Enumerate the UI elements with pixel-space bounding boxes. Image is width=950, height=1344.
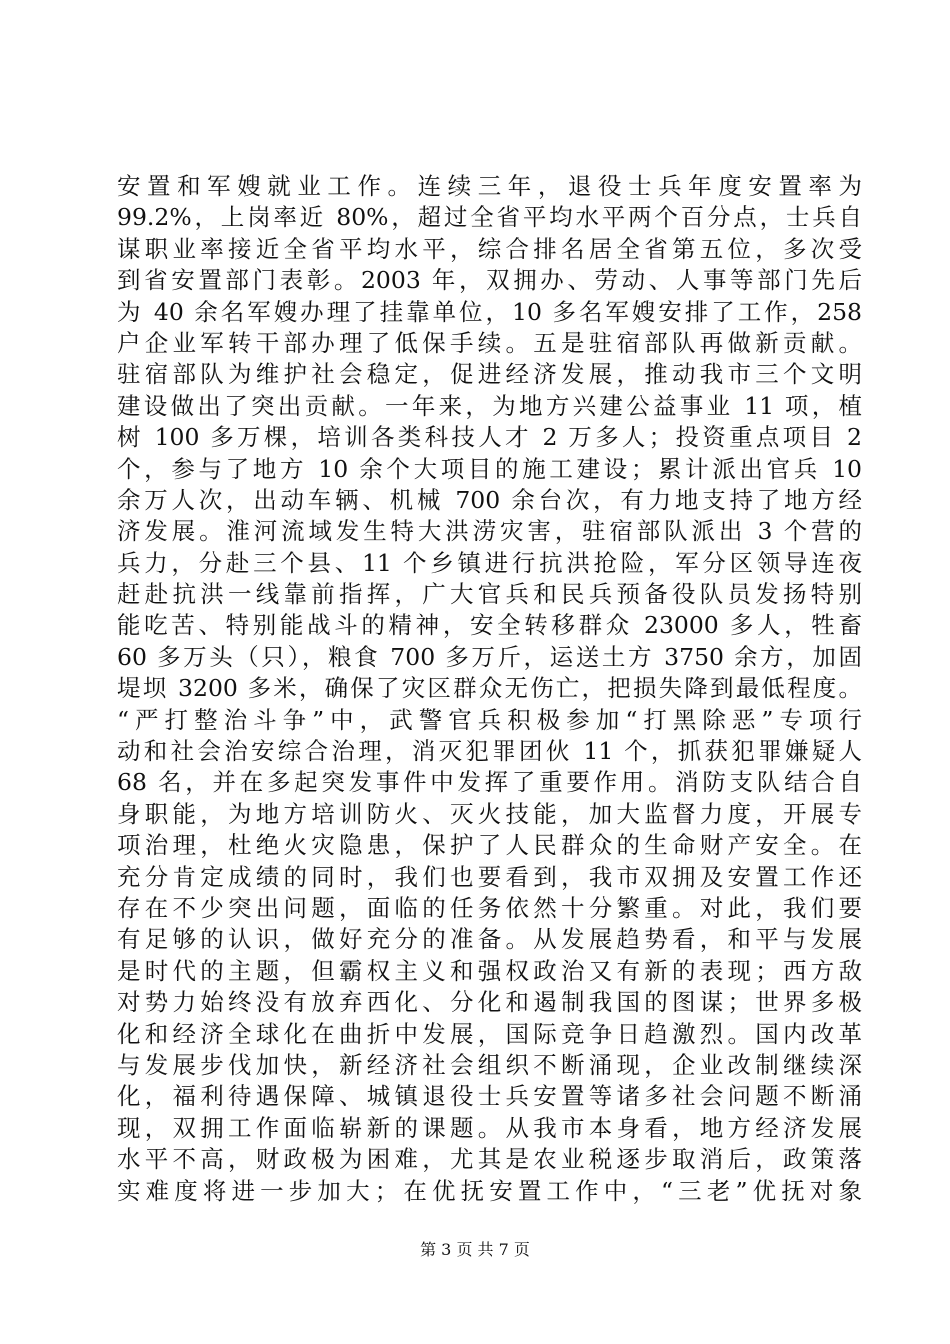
text-line: 动和社会治安综合治理，消灭犯罪团伙 11 个，抓获犯罪嫌疑人: [117, 737, 862, 766]
text-line: 有足够的认识，做好充分的准备。从发展趋势看，和平与发展: [117, 925, 862, 954]
text-line: 驻宿部队为维护社会稳定，促进经济发展，推动我市三个文明: [117, 360, 862, 389]
text-line: 济发展。淮河流域发生特大洪涝灾害，驻宿部队派出 3 个营的: [117, 517, 862, 546]
text-line: 为 40 余名军嫂办理了挂靠单位，10 多名军嫂安排了工作，258: [117, 297, 862, 326]
text-line: 实难度将进一步加大；在优抚安置工作中，“三老”优抚对象: [117, 1176, 862, 1205]
text-line: 充分肯定成绩的同时，我们也要看到，我市双拥及安置工作还: [117, 862, 862, 891]
text-line: 赶赴抗洪一线靠前指挥，广大官兵和民兵预备役队员发扬特别: [117, 580, 862, 609]
text-line: 个，参与了地方 10 余个大项目的施工建设；累计派出官兵 10: [117, 454, 862, 483]
text-line: 化和经济全球化在曲折中发展，国际竞争日趋激烈。国内改革: [117, 1019, 862, 1048]
text-line: 60 多万头（只），粮食 700 多万斤，运送土方 3750 余方，加固: [117, 642, 862, 671]
document-body: [117, 171, 862, 1207]
text-line: 对势力始终没有放弃西化、分化和遏制我国的图谋；世界多极: [117, 988, 862, 1017]
text-line: 能吃苦、特别能战斗的精神，安全转移群众 23000 多人，牲畜: [117, 611, 862, 640]
text-line: 现，双拥工作面临崭新的课题。从我市本身看，地方经济发展: [117, 1113, 862, 1142]
text-line: 是时代的主题，但霸权主义和强权政治又有新的表现；西方敌: [117, 956, 862, 985]
text-line: 余万人次，出动车辆、机械 700 余台次，有力地支持了地方经: [117, 485, 862, 514]
text-line: 树 100 多万棵，培训各类科技人才 2 万多人；投资重点项目 2: [117, 423, 862, 452]
text-line: 身职能，为地方培训防火、灭火技能，加大监督力度，开展专: [117, 799, 862, 828]
text-line: 谋职业率接近全省平均水平，综合排名居全省第五位，多次受: [117, 234, 862, 263]
text-line: 到省安置部门表彰。2003 年，双拥办、劳动、人事等部门先后: [117, 266, 862, 295]
page-number-footer: 第 3 页 共 7 页: [420, 1240, 530, 1259]
text-line: 项治理，杜绝火灾隐患，保护了人民群众的生命财产安全。在: [117, 831, 862, 860]
text-line: 户企业军转干部办理了低保手续。五是驻宿部队再做新贡献。: [117, 328, 862, 357]
text-line: 建设做出了突出贡献。一年来，为地方兴建公益事业 11 项，植: [117, 391, 862, 420]
text-line: 化，福利待遇保障、城镇退役士兵安置等诸多社会问题不断涌: [117, 1082, 862, 1111]
text-line: 与发展步伐加快，新经济社会组织不断涌现，企业改制继续深: [117, 1050, 862, 1079]
text-line: 安置和军嫂就业工作。连续三年，退役士兵年度安置率为: [117, 172, 862, 200]
text-line: 堤坝 3200 多米，确保了灾区群众无伤亡，把损失降到最低程度。: [117, 674, 862, 703]
text-line: 水平不高，财政极为困难，尤其是农业税逐步取消后，政策落: [117, 1145, 862, 1174]
text-line: 68 名，并在多起突发事件中发挥了重要作用。消防支队结合自: [117, 768, 862, 797]
text-line: 兵力，分赴三个县、11 个乡镇进行抗洪抢险，军分区领导连夜: [117, 548, 862, 577]
text-line: 存在不少突出问题，面临的任务依然十分繁重。对此，我们要: [117, 893, 862, 922]
text-line: 99.2%，上岗率近 80%，超过全省平均水平两个百分点，士兵自: [117, 203, 862, 232]
text-line: “严打整治斗争”中，武警官兵积极参加“打黑除恶”专项行: [117, 705, 862, 734]
